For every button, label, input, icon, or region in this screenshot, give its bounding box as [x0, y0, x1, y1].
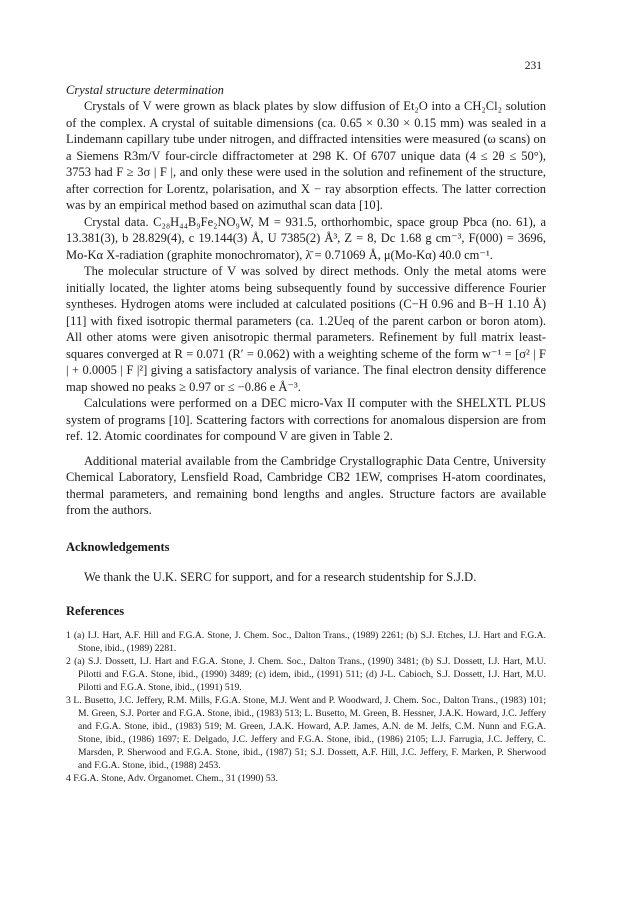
references-heading: References [66, 604, 125, 618]
acknowledgements-text: We thank the U.K. SERC for support, and for a research studentship for S.J.D. [84, 569, 477, 584]
paragraph-crystal-growth: Crystals of V were grown as black plates by slow diffusion of Et₂O into a CH₂Cl₂ solution of the complex. A crystal of suitable dimensions (ca. 0.65 × 0.30 × 0.15 mm) was sealed in a Lindemann capillary tube under nitrogen, and diffracted intensities were measured (ω scans) on a Siemens R3m/V four-circle diffractometer at 298 K. Of 6707 unique data (4 ≤ 2θ ≤ 50°), 3753 had F ≥ 3σ | F |, and only these were used in the solution and refinement of the structure, after correction for Lorentz, polarisation, and X − ray absorption effects. The latter correction was by an empirical method based on azimuthal scan data [10]. [66, 99, 546, 212]
section-title: Crystal structure determination [66, 83, 224, 97]
reference-item: 3 L. Busetto, J.C. Jeffery, R.M. Mills, F.G.A. Stone, M.J. Went and P. Woodward, J. Chem. Soc., Dalton Trans., (1983) 101; M. Green, S.J. Porter and F.G.A. Stone, ibid., (1983) 513; L. Busetto, M. Green, B. Hessner, J.A.K. Howard, J.C. Jeffery and F.G.A. Stone, ibid., (1983) 519; M. Green, J.A.K. Howard, A.P. James, A.N. de M. Jelfs, C.M. Nunn and F.G.A. Stone, ibid., (1986) 1697; E. Delgado, J.C. Jeffery and F.G.A. Stone, ibid., (1986) 2105; L.J. Farrugia, J.C. Jeffery, C. Marsden, P. Sherwood and F.G.A. Stone, ibid., (1987) 51; S.J. Dossett, A.F. Hill, J.C. Jeffery, F. Marken, P. Sherwood and F.G.A. Stone, ibid., (1988) 2453. [66, 695, 546, 771]
article-body [66, 82, 546, 785]
reference-item: 2 (a) S.J. Dossett, I.J. Hart and F.G.A. Stone, J. Chem. Soc., Dalton Trans., (1990) 3481; (b) S.J. Dossett, I.J. Hart, M.U. Pilotti and F.G.A. Stone, ibid., (1990) 3489; (c) idem, ibid., (1991) 511; (d) J-L. Cabioch, S.J. Dossett, I.J. Hart, M.U. Pilotti and F.G.A. Stone, ibid., (1991) 519. [66, 656, 546, 693]
references-list [66, 629, 546, 785]
paragraph-crystal-data: Crystal data. C₂₈H₄₄B₉Fe₂NO₉W, M = 931.5, orthorhombic, space group Pbca (no. 61), a 13.381(3), b 28.829(4), c 19.144(3) Å, U 7385(2) Å³, Z = 8, Dc 1.68 g cm⁻³, F(000) = 3696, Mo-Kα X-radiation (graphite monochromator), λ̄ = 0.71069 Å, μ(Mo-Kα) 40.0 cm⁻¹. [66, 214, 546, 262]
reference-item: 1 (a) I.J. Hart, A.F. Hill and F.G.A. Stone, J. Chem. Soc., Dalton Trans., (1989) 2261; (b) S.J. Etches, I.J. Hart and F.G.A. Stone, ibid., (1989) 2281. [66, 630, 546, 654]
page-number: 231 [524, 60, 542, 72]
reference-item: 4 F.G.A. Stone, Adv. Organomet. Chem., 31 (1990) 53. [66, 773, 278, 784]
acknowledgements-heading: Acknowledgements [66, 539, 170, 554]
paragraph-structure-solution: The molecular structure of V was solved by direct methods. Only the metal atoms were initially located, the lighter atoms being subsequently found by successive difference Fourier syntheses. Hydrogen atoms were included at calculated positions (C−H 0.96 and B−H 1.10 Å) [11] with fixed isotropic thermal parameters (ca. 1.2Ueq of the parent carbon or boron atom). All other atoms were given anisotropic thermal parameters. Refinement by full matrix least-squares converged at R = 0.071 (R′ = 0.062) with a weighting scheme of the form w⁻¹ = [σ² | F | + 0.0005 | F |²] giving a satisfactory analysis of variance. The final electron density difference map showed no peaks ≥ 0.97 or ≤ −0.86 e Å⁻³. [66, 264, 546, 394]
paragraph-calculations: Calculations were performed on a DEC micro-Vax II computer with the SHELXTL PLUS system of programs [10]. Scattering factors with corrections for anomalous dispersion are from ref. 12. Atomic coordinates for compound V are given in Table 2. [66, 396, 546, 443]
paragraph-additional-material: Additional material available from the Cambridge Crystallographic Data Centre, University Chemical Laboratory, Lensfield Road, Cambridge CB2 1EW, comprises H-atom coordinates, thermal parameters, and remaining bond lengths and angles. Structure factors are available from the authors. [66, 453, 546, 517]
